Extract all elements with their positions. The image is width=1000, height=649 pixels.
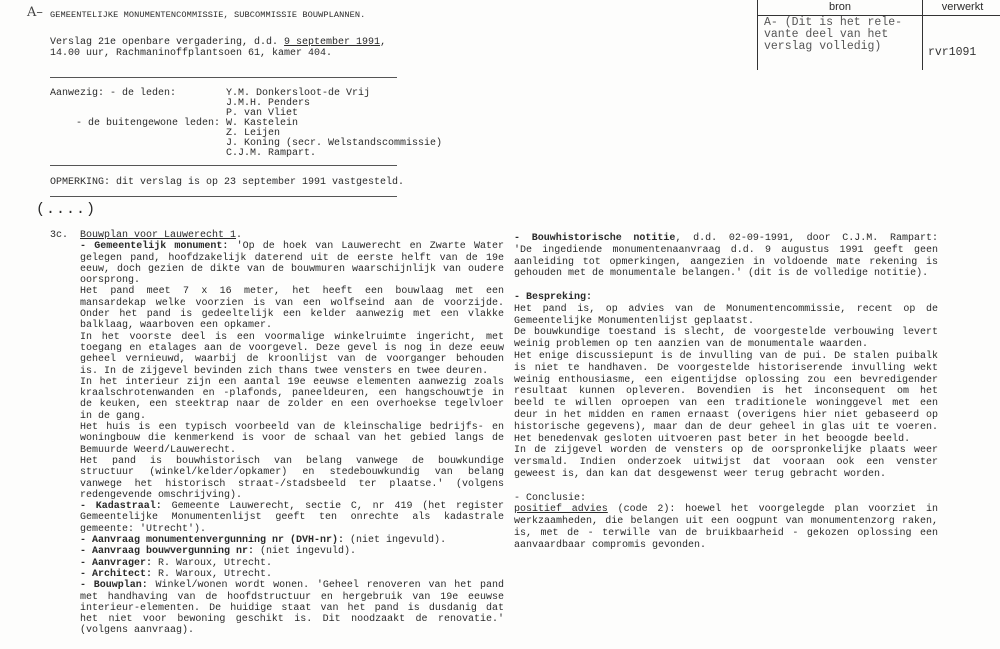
extra-member: Z. Leijen (226, 128, 281, 139)
attendance-label: Aanwezig: - de leden: (50, 88, 177, 99)
document-title: GEMEENTELIJKE MONUMENTENCOMMISSIE, SUBCOMMISSIE BOUWPLANNEN. (50, 10, 366, 20)
bold-lead: - Aanvrager: (80, 557, 153, 569)
text-line: woningbouw die kenmerkend is voor de schaal van het gebied langs de (80, 433, 504, 445)
source-box-divider (922, 0, 923, 70)
text-line: Het benedenvak gesloten uitvoeren past beter in het beoogde beeld. (514, 433, 911, 445)
text-line: beeld te willen oproepen van een traditionele woninggevel met een (514, 398, 938, 410)
text-line (80, 569, 504, 580)
bold-lead: - Architect: (80, 568, 153, 580)
text-line: gemeente: 'Utrecht'). (80, 523, 207, 535)
underlined-text: Bouwplan voor Lauwerecht 1 (80, 230, 237, 241)
text-line: geheel vernieuwd, waarbij de kroonlijst van de voorganger behouden (80, 354, 504, 366)
text-line: gehouden met de monumentale belangen.' (dit is de volledige notitie). (514, 268, 929, 280)
text-line: Het pand meet 7 x 16 meter, het heeft een bouwlaag met een (80, 286, 504, 298)
text-line: resultaat kunnen opleveren. Bovendien is het inconsequent om het (514, 386, 938, 398)
attendance-extra-label: - de buitengewone leden: (75, 118, 220, 129)
line-text: , d.d. 02-09-1991, door C.J.M. Rampart: (675, 233, 938, 244)
text-line (80, 546, 504, 557)
text-line: structuur (winkel/kelder/opkamer) en stedebouwkundig van belang (80, 467, 504, 479)
text-line: (volgens aanvraag). (80, 625, 195, 637)
text-line: de keuken, een steektrap naar de zolder en een overhoekse tegelvloer (80, 399, 504, 411)
text-line: In het voorste deel is een voormalige winkelruimte ingericht, met (80, 331, 504, 343)
meeting-line (50, 38, 386, 48)
meeting-place: 14.00 uur, Rachmaninoffplantsoen 61, kamer 404. (50, 48, 333, 59)
bold-lead: - Kadastraal: (80, 501, 162, 513)
line-text: (code 2): hoewel het voorgelegde plan voorziet in (607, 504, 938, 516)
remark: OPMERKING: dit verslag is op 23 september 1991 vastgesteld. (50, 177, 405, 188)
text-line (80, 241, 504, 252)
text-line: kraalschrotenwanden en -plafonds, paneeldeuren, een hangschouwtje in (80, 388, 504, 400)
member: P. van Vliet (226, 108, 299, 119)
divider (50, 77, 397, 78)
line-text: Gemeente Lauwerecht, sectie C, nr 419 (het register (161, 501, 505, 513)
text-line (80, 558, 504, 569)
line-text: R. Waroux, Utrecht. (152, 557, 273, 569)
text-line (514, 504, 938, 516)
text-line: oorsprong. (80, 275, 141, 287)
text-line: is niet te handhaven. De voorgestelde historiserende invulling wekt (514, 362, 938, 374)
text-line: deur in het midden en ramen ernaast (overigens hier niet gebaseerd op (514, 409, 938, 421)
bold-lead: - Bespreking: (514, 291, 593, 303)
source-box (757, 0, 1000, 70)
text-line: vanwege het historisch straat-/stadsbeeld ter plaatse.' (volgens (80, 478, 504, 490)
text-line (514, 292, 938, 304)
text-line: Het pand is, op advies van de Monumentencommissie, recent op de (514, 303, 938, 315)
text-line: met handhaving van de hoofdstructuur en hergebruik van 19e eeuwse (80, 591, 504, 603)
text-line: is. In de zijgevel bevinden zich thans twee vensters en twee deuren. (80, 365, 489, 377)
extra-member: C.J.M. Rampart. (226, 148, 317, 159)
member: Y.M. Donkersloot-de Vrij (226, 88, 371, 99)
text-line: eeuw, doch gezien de dikte van de bouwmuren waarschijnlijk van oudere (80, 263, 504, 275)
member: J.M.H. Penders (226, 98, 311, 109)
attendance-list (226, 89, 442, 159)
line-text: . (236, 230, 243, 241)
text-line: Gemeentelijke Monumentenlijst geeft ten onrechte als kadastrale (80, 512, 504, 524)
text-line: - Conclusie: (514, 492, 587, 504)
line-text: Winkel/wonen wordt wonen. 'Geheel renoveren van het pand (147, 580, 504, 592)
text-line: versmald. Indien onderzoek uitwijst dat vooraan ook een venster (514, 457, 938, 469)
text-line: historische gegevens), maar dan de deur geheel in glas uit te voeren. (514, 421, 938, 433)
text-line: Het huis is een typisch voorbeeld van de kleinschalige bedrijfs- en (80, 422, 504, 434)
line-text: R. Waroux, Utrecht. (152, 568, 273, 580)
line-text: 'Op de hoek van Lauwerecht en Zwarte Water (228, 241, 505, 253)
extra-member: J. Koning (secr. Welstandscommissie) (226, 138, 443, 149)
text-line: In het interieur zijn een aantal 19e eeuwse elementen aanwezig zoals (80, 376, 504, 388)
right-column (514, 233, 938, 552)
source-text: A- (Dit is het rele- vante deel van het verslag volledig) (764, 16, 903, 53)
text-line: Bemuurde Weerd/Lauwerecht. (80, 444, 237, 456)
text-line: Gemeentelijke Monumentenlijst geplaatst. (514, 315, 755, 327)
text-line: werkzaamheden, die belangen uit een oogpunt van monumentenzorg raken, (514, 516, 938, 528)
divider (50, 196, 397, 197)
source-mark: A– (27, 5, 43, 20)
text-line: In de zijgevel worden de vensters op de oorspronkelijke plaats weer (514, 445, 938, 457)
meeting-prefix: Verslag 21e openbare vergadering, d.d. (50, 37, 285, 48)
meeting-suffix: , (380, 37, 387, 48)
bold-lead: - Gemeentelijk monument: (80, 241, 229, 253)
meeting-date: 9 september 1991 (284, 37, 381, 48)
line-text: (niet ingevuld). (254, 546, 357, 558)
processed-column-header: verwerkt (941, 1, 984, 13)
text-line: mansardekap welke voorzien is van een wolfseind aan de voorzijde. (80, 297, 504, 309)
text-line: weinig problemen op ten aanzien van de monumentale waarden. (514, 339, 869, 351)
text-line: redengevende omschrijving). (80, 489, 243, 501)
text-line: gelegen pand, hoofdzakelijk daterend uit de eerste helft van de 19e (80, 252, 504, 264)
ellipsis: (....) (36, 201, 97, 218)
text-line (80, 501, 504, 512)
bold-lead: - Aanvraag monumentenvergunning nr (DVH-nr): (80, 535, 345, 547)
bold-lead: - Bouwhistorische notitie (514, 233, 676, 244)
text-line: is, met de - terwille van de bruikbaarheid - gekozen oplossing een (514, 527, 938, 539)
left-column (80, 230, 504, 637)
text-line: weinig enthousiasme, een eigentijdse oplossing zou een bevredigender (514, 374, 938, 386)
extra-member: W. Kastelein (226, 118, 299, 129)
underlined-text: positief advies (514, 504, 608, 516)
text-line: De bouwkundige toestand is slecht, de voorgestelde verbouwing levert (514, 327, 938, 339)
text-line: het niet voor bewoning geschikt is. Dit noodzaakt de renovatie.' (80, 614, 504, 626)
divider (50, 165, 397, 166)
bold-lead: - Bouwplan: (80, 580, 148, 592)
text-line (514, 233, 938, 245)
text-line (80, 535, 504, 546)
text-line: 'De ingediende monumentenaanvraag d.d. 9 augustus 1991 geeft geen (514, 244, 938, 256)
text-line: in de gang. (80, 410, 147, 422)
text-line: balklaag, waarboven een opkamer. (80, 320, 273, 332)
blank-line (514, 481, 938, 493)
blank-line (514, 280, 938, 292)
text-line: Het pand is bouwhistorisch van belang vanwege de bouwkundige (80, 455, 504, 467)
processed-code: rvr1091 (928, 46, 977, 59)
text-line: geweest is, dan kan dat desgewenst weer terug gebracht worden. (514, 468, 887, 480)
source-column-header: bron (828, 1, 852, 13)
text-line (80, 580, 504, 591)
text-line: aanvaardbaar compromis gevonden. (514, 539, 707, 551)
text-line: toegang en etalages aan de voorgevel. Deze gevel is nog in deze eeuw (80, 342, 504, 354)
text-line: Onder het pand is gedeeltelijk een kelder aanwezig met een vlakke (80, 309, 504, 321)
text-line: interieur-elementen. De huidige staat van het pand is dusdanig dat (80, 602, 504, 614)
text-line: aanleiding tot opmerkingen, aangezien in voldoende mate rekening is (514, 256, 938, 268)
text-line (80, 230, 504, 241)
item-number: 3c. (50, 230, 69, 241)
bold-lead: - Aanvraag bouwvergunning nr: (80, 546, 255, 558)
text-line: Het enige discussiepunt is de invulling van de pui. De stalen puibalk (514, 350, 938, 362)
line-text: (niet ingevuld). (344, 535, 447, 547)
